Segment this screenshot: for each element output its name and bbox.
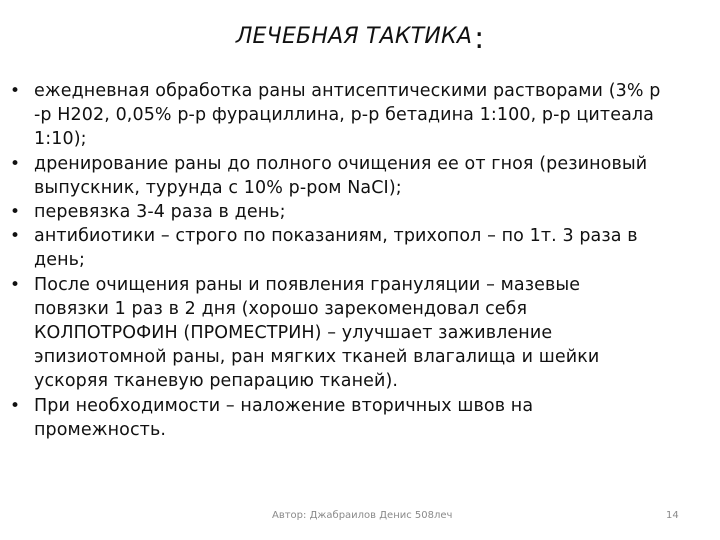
bullet-text: После очищения раны и появления грануляции – мазевые повязки 1 раз в 2 дня (хорошо зарекомендовал себя КОЛПОТРОФИН (ПРОМЕСТРИН) – улучшает заживление эпизиотомной раны, ран мягких тканей влагалища и шейки ускоряя тканевую репарацию тканей). [34, 274, 600, 392]
bullet-marker: • [10, 274, 21, 295]
bullet-item-secondary-sutures [10, 394, 714, 442]
footer-author: Автор: Джабраилов Денис 508леч [272, 510, 453, 521]
page-number: 14 [666, 510, 679, 521]
bullet-text: перевязка 3-4 раза в день; [34, 202, 286, 223]
bullet-marker: • [10, 81, 21, 101]
bullet-marker: • [10, 395, 21, 416]
bullet-list [10, 79, 714, 442]
bullet-marker: • [10, 153, 21, 174]
bullet-item-ointment [10, 273, 714, 394]
bullet-text: антибиотики – строго по показаниям, трихопол – по 1т. 3 раза в день; [34, 226, 638, 271]
slide-title-colon: : [474, 21, 485, 56]
bullet-marker: • [10, 226, 21, 247]
bullet-text: ежедневная обработка раны антисептическими растворами (3% р -р Н202, 0,05% р-р фурациллина, р-р бетадина 1:100, р-р цитеала 1:10); [34, 81, 661, 150]
slide-title: ЛЕЧЕБНАЯ ТАКТИКА [235, 24, 473, 49]
bullet-marker: • [10, 202, 21, 223]
slide-title-container [0, 21, 720, 56]
bullet-text: При необходимости – наложение вторичных швов на промежность. [34, 395, 534, 440]
bullet-text: дренирование раны до полного очищения ее от гноя (резиновый выпускник, турунда с 10% р-ром NaCI); [34, 153, 648, 198]
bullet-item-antibiotics [10, 224, 714, 272]
bullet-item-wound-treatment [10, 79, 714, 152]
bullet-item-dressing [10, 200, 714, 224]
bullet-item-drainage [10, 152, 714, 200]
